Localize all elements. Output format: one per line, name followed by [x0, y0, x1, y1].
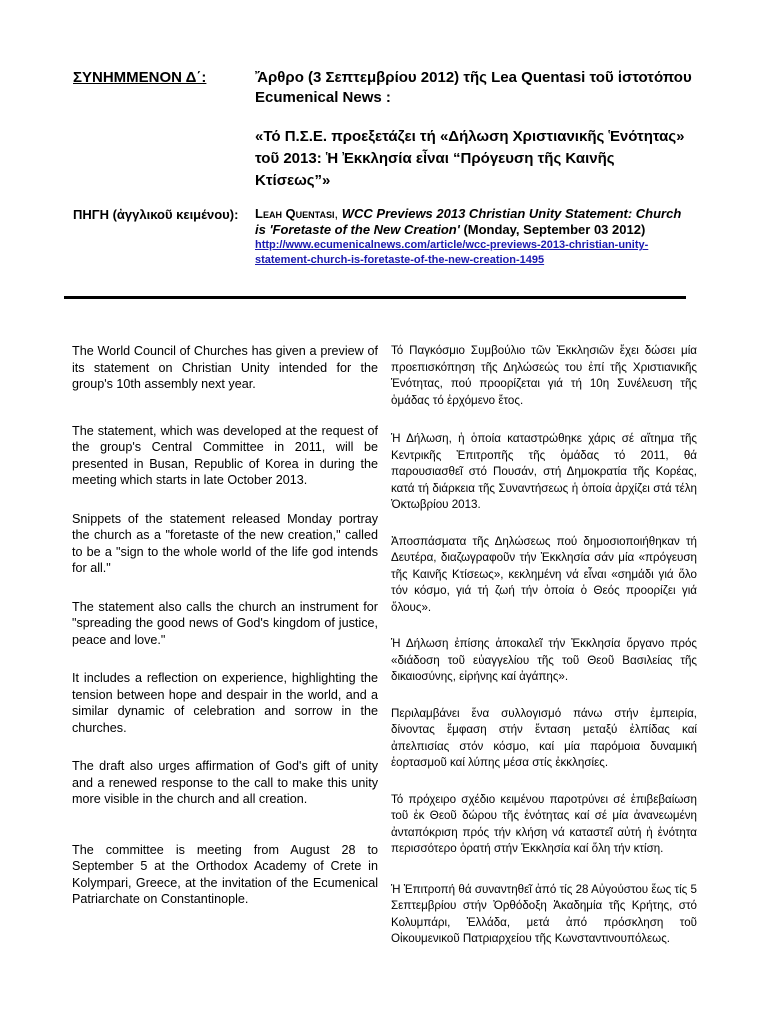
- greek-paragraph: Ἡ Δήλωση ἐπίσης ἀποκαλεῖ τήν Ἐκκλησία ὄργανο πρός «διάδοση τοῦ εὐαγγελίου τῆς τοῦ Θεοῦ Βασιλείας τῆς δικαιοσύνης, εἰρήνης καί ἀγάπης».: [391, 637, 697, 683]
- greek-paragraph: Περιλαμβάνει ἕνα συλλογισμό πάνω στήν ἐμπειρία, δίνοντας ἔμφαση στήν ἔνταση μεταξύ ἐλπίδας καί ἀπελπισίας στόν κόσμο, καί μία παρόμοια δυναμική ἑορτασμοῦ καί λύπης μέσα στίς ἐκκλησίες.: [391, 706, 697, 769]
- english-paragraph: The World Council of Churches has given a preview of its statement on Christian Unity intended for the group's 10th assembly next year.: [72, 344, 378, 391]
- greek-paragraph: Ἡ Ἐπιτροπή θά συναντηθεῖ ἀπό τίς 28 Αὐγούστου ἕως τίς 5 Σεπτεμβρίου στήν Ὀρθόδοξη Ἀκαδημία τῆς Κρήτης, στό Κολυμπάρι, Ἑλλάδα, μετά ἀπό πρόσκληση τοῦ Οἰκουμενικοῦ Πατριαρχείου τῆς Κωνσταντινουπόλεως.: [391, 882, 697, 945]
- greek-paragraph: Τό Παγκόσμιο Συμβούλιο τῶν Ἐκκλησιῶν ἔχει δώσει μία προεπισκόπηση τῆς Δηλώσεώς του ἐπί τῆς Χριστιανικῆς Ἑνότητας, πού προορίζεται γιά τή 10η Συνέλευση τῆς ὁμάδας τό ἐρχόμενο ἔτος.: [391, 344, 697, 407]
- horizontal-divider: [64, 296, 686, 299]
- source-date: (Monday, September 03 2012): [459, 222, 646, 237]
- source-row: [73, 206, 693, 268]
- source-citation: [255, 206, 693, 268]
- bilingual-columns: [72, 343, 697, 968]
- attachment-row: [73, 68, 693, 108]
- source-title: WCC Previews 2013 Christian Unity Statement: Church is 'Foretaste of the New Creation': [255, 206, 682, 237]
- greek-paragraph: Τό πρόχειρο σχέδιο κειμένου παροτρύνει σέ ἐπιβεβαίωση τοῦ ἐκ Θεοῦ δώρου τῆς ἑνότητας καί σέ μία ἀνανεωμένη ἀνταπόκριση πρός τήν κλήση νά καταστεῖ αὐτή ἡ ἑνότητα περισσότερο ὁρατή στήν Ἐκκλησία καί ὅλη τήν κτίση.: [391, 792, 697, 855]
- document-header: [73, 68, 693, 268]
- attachment-label: ΣΥΝΗΜΜΕΝΟΝ Δ΄:: [73, 69, 207, 86]
- english-paragraph: Snippets of the statement released Monday portray the church as a "foretaste of the new creation," called to be a "sign to the whole world of the life god intends for all.": [72, 511, 378, 575]
- article-line: Ἄρθρο (3 Σεπτεμβρίου 2012) τῆς Lea Quentasi τοῦ ἱστοτόπου Ecumenical News :: [255, 69, 692, 106]
- english-paragraph: The committee is meeting from August 28 to September 5 at the Orthodox Academy of Crete in Kolympari, Greece, at the invitation of the Ecumenical Patriarchate on Constantinople.: [72, 842, 378, 906]
- english-paragraph: It includes a reflection on experience, highlighting the tension between hope and despair in the world, and a similar dynamic of celebration and sorrow in the churches.: [72, 671, 378, 735]
- title-row: [73, 108, 693, 192]
- source-url-link-line2[interactable]: statement-church-is-foretaste-of-the-new-creation-1495: [255, 254, 545, 266]
- english-paragraph: The draft also urges affirmation of God's gift of unity and a renewed response to the call to make this unity more visible in the church and all creation.: [72, 759, 378, 806]
- source-label: ΠΗΓΗ (ἀγγλικοῦ κειμένου):: [73, 207, 239, 222]
- source-url-link-line1[interactable]: http://www.ecumenicalnews.com/article/wcc-previews-2013-christian-unity-: [255, 239, 649, 251]
- english-column: [72, 343, 378, 968]
- title-spacer: [73, 108, 255, 192]
- article-title: «Τό Π.Σ.Ε. προεξετάζει τή «Δήλωση Χριστιανικῆς Ἑνότητας» τοῦ 2013: Ἡ Ἐκκλησία εἶναι “Πρόγευση τῆς Καινῆς Κτίσεως”»: [255, 128, 685, 189]
- greek-paragraph: Ἀποσπάσματα τῆς Δηλώσεως πού δημοσιοποιήθηκαν τή Δευτέρα, διαζωγραφοῦν τήν Ἐκκλησία σάν μία «πρόγευση τῆς Καινῆς Κτίσεως», κεκλημένη νά εἶναι «σημάδι γιά ὅλο τόν κόσμο, γιά τή ζωή τήν ὁποία ὁ Θεός προορίζει γιά ὅλους».: [391, 534, 697, 614]
- source-author: Leah Quentasi: [255, 206, 335, 221]
- greek-column: [391, 343, 697, 968]
- greek-paragraph: Ἡ Δήλωση, ἡ ὁποία καταστρώθηκε χάρις σέ αἴτημα τῆς Κεντρικῆς Ἐπιτροπῆς τῆς ὁμάδας τό 2011, θά παρουσιασθεῖ στό Πουσάν, στή Δημοκρατία τῆς Κορέας, κατά τή διάρκεια τῆς Συναντήσεως ἡ ὁποία ἀρχίζει στά τέλη Ὀκτωβρίου 2013.: [391, 432, 697, 511]
- source-separator: ,: [334, 206, 342, 221]
- english-paragraph: The statement, which was developed at the request of the group's Central Committee in 2011, will be presented in Busan, Republic of Korea in during the meeting which starts in late October 2013.: [72, 423, 378, 487]
- english-paragraph: The statement also calls the church an instrument for "spreading the good news of God's kingdom of justice, peace and love.": [72, 599, 378, 647]
